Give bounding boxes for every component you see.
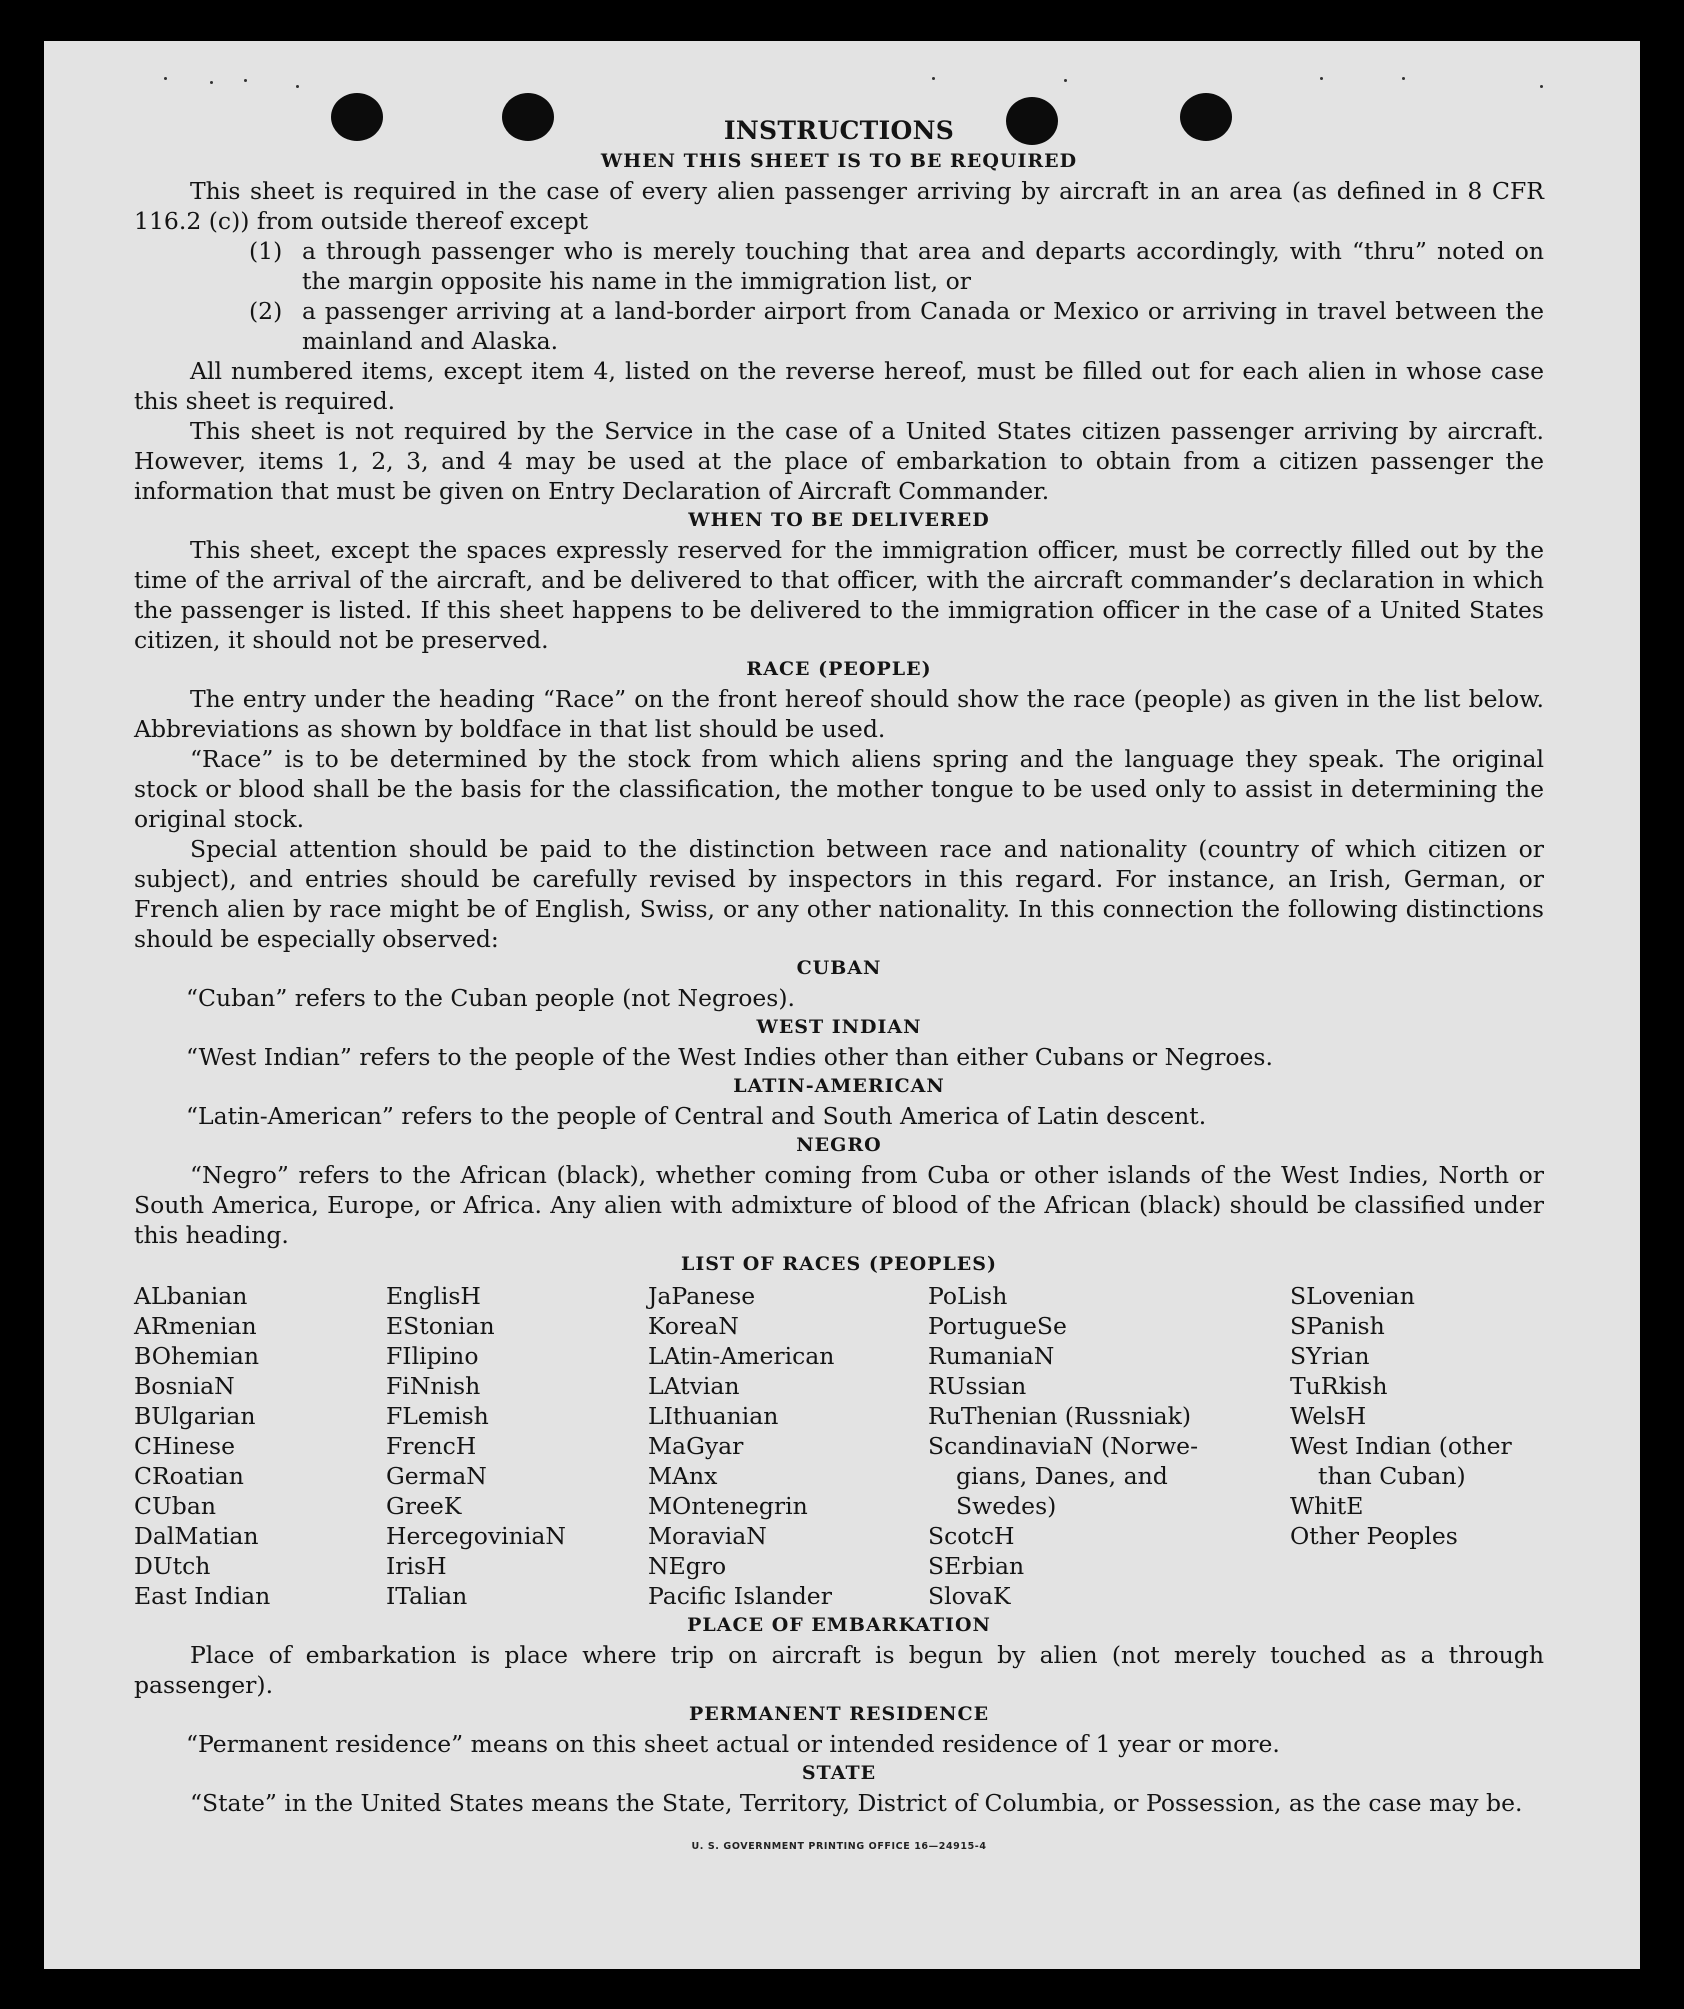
races-column	[1290, 1281, 1544, 1611]
heading-permanent-residence: PERMANENT RESIDENCE	[688, 1703, 990, 1725]
race-entry: BOhemian	[134, 1342, 259, 1370]
race-entry: MAnx	[648, 1462, 718, 1490]
race-entry: DUtch	[134, 1552, 211, 1580]
paragraph: This sheet is required in the case of every alien passenger arriving by aircraft in an area (as defined in 8 CFR 116.2 (c)) from outside thereof except	[134, 177, 1544, 235]
race-entry: KoreaN	[648, 1312, 739, 1340]
instructions-content	[134, 115, 1544, 1862]
race-entry: BosniaN	[134, 1372, 235, 1400]
race-entry: NEgro	[648, 1552, 727, 1580]
race-entry: ScandinaviaN (Norwe-	[928, 1432, 1199, 1460]
race-entry: RuThenian (Russniak)	[928, 1402, 1191, 1430]
races-list	[134, 1281, 1544, 1611]
race-entry: gians, Danes, and	[956, 1462, 1168, 1490]
heading-west-indian: WEST INDIAN	[756, 1016, 922, 1038]
race-entry: Other Peoples	[1290, 1522, 1458, 1550]
race-entry: than Cuban)	[1318, 1462, 1466, 1490]
race-entry: FLemish	[386, 1402, 489, 1430]
heading-negro: NEGRO	[796, 1134, 882, 1156]
race-entry: PortugueSe	[928, 1312, 1067, 1340]
race-entry: IrisH	[386, 1552, 447, 1580]
race-entry: SLovenian	[1290, 1282, 1415, 1310]
race-entry: DalMatian	[134, 1522, 259, 1550]
race-entry: SlovaK	[928, 1582, 1011, 1610]
heading-state: STATE	[801, 1762, 877, 1784]
race-entry: Swedes)	[956, 1492, 1057, 1520]
heading-when-required: WHEN THIS SHEET IS TO BE REQUIRED	[600, 150, 1078, 172]
item-number: (2)	[249, 297, 283, 325]
race-entry: LAtin-American	[648, 1342, 835, 1370]
heading-race: RACE (PEOPLE)	[746, 658, 932, 680]
race-entry: LIthuanian	[648, 1402, 779, 1430]
race-entry: MOntenegrin	[648, 1492, 808, 1520]
heading-cuban: CUBAN	[796, 957, 882, 979]
race-entry: CUban	[134, 1492, 216, 1520]
definition-text: Place of embarkation is place where trip on aircraft is begun by alien (not merely touched as a through passenger).	[134, 1641, 1544, 1699]
numbered-item	[134, 296, 1544, 356]
race-entry: GermaN	[386, 1462, 487, 1490]
race-entry: East Indian	[134, 1582, 271, 1610]
page-title: INSTRUCTIONS	[723, 116, 955, 145]
paragraph: Special attention should be paid to the distinction between race and nationality (country of which citizen or subject), and entries should be carefully revised by inspectors in this regard. For instance, an Irish, German, or French alien by race might be of English, Swiss, or any other nationality. In this connection the following distinctions should be especially observed:	[134, 835, 1544, 953]
definition-text: “Permanent residence” means on this sheet actual or intended residence of 1 year or more.	[186, 1730, 1280, 1758]
race-entry: GreeK	[386, 1492, 462, 1520]
race-entry: LAtvian	[648, 1372, 740, 1400]
paragraph: This sheet is not required by the Service in the case of a United States citizen passenger arriving by aircraft. However, items 1, 2, 3, and 4 may be used at the place of embarkation to obtain from a citizen passenger the information that must be given on Entry Declaration of Aircraft Commander.	[134, 417, 1544, 505]
item-text: a passenger arriving at a land-border airport from Canada or Mexico or arriving in travel between the mainland and Alaska.	[302, 297, 1544, 355]
race-entry: EStonian	[386, 1312, 495, 1340]
definition-text: “West Indian” refers to the people of the West Indies other than either Cubans or Negroes.	[186, 1043, 1273, 1071]
paragraph: This sheet, except the spaces expressly reserved for the immigration officer, must be correctly filled out by the time of the arrival of the aircraft, and be delivered to that officer, with the aircraft commander’s declaration in which the passenger is listed. If this sheet happens to be delivered to the immigration officer in the case of a United States citizen, it should not be preserved.	[134, 536, 1544, 654]
race-entry: CRoatian	[134, 1462, 244, 1490]
races-column	[928, 1281, 1290, 1611]
race-entry: ITalian	[386, 1582, 468, 1610]
race-entry: SErbian	[928, 1552, 1025, 1580]
race-entry: EnglisH	[386, 1282, 481, 1310]
race-entry: RumaniaN	[928, 1342, 1055, 1370]
definition-text: “Latin-American” refers to the people of Central and South America of Latin descent.	[186, 1102, 1207, 1130]
race-entry: WelsH	[1290, 1402, 1367, 1430]
races-column	[648, 1281, 928, 1611]
definition-text: “Negro” refers to the African (black), whether coming from Cuba or other islands of the West Indies, North or South America, Europe, or Africa. Any alien with admixture of blood of the African (black) should be classified under this heading.	[134, 1161, 1544, 1249]
document-sheet	[44, 41, 1640, 1969]
definition-text: “State” in the United States means the State, Territory, District of Columbia, or Possession, as the case may be.	[190, 1789, 1523, 1817]
race-entry: HercegoviniaN	[386, 1522, 566, 1550]
race-entry: BUlgarian	[134, 1402, 256, 1430]
race-entry: ALbanian	[134, 1282, 248, 1310]
race-entry: SPanish	[1290, 1312, 1385, 1340]
paragraph: The entry under the heading “Race” on the front hereof should show the race (people) as given in the list below. Abbreviations as shown by boldface in that list should be used.	[134, 685, 1544, 743]
race-entry: MaGyar	[648, 1432, 744, 1460]
heading-place-of-embarkation: PLACE OF EMBARKATION	[687, 1614, 991, 1636]
heading-latin-american: LATIN-AMERICAN	[733, 1075, 945, 1097]
races-column	[386, 1281, 648, 1611]
heading-when-delivered: WHEN TO BE DELIVERED	[688, 509, 990, 531]
paragraph: All numbered items, except item 4, listed on the reverse hereof, must be filled out for each alien in whose case this sheet is required.	[134, 357, 1544, 415]
race-entry: MoraviaN	[648, 1522, 767, 1550]
race-entry: RUssian	[928, 1372, 1027, 1400]
race-entry: CHinese	[134, 1432, 235, 1460]
race-entry: WhitE	[1290, 1492, 1364, 1520]
printing-office-footer: U. S. GOVERNMENT PRINTING OFFICE 16—24915-4	[691, 1841, 987, 1852]
race-entry: FrencH	[386, 1432, 477, 1460]
race-entry: ARmenian	[134, 1312, 257, 1340]
item-text: a through passenger who is merely touching that area and departs accordingly, with “thru” noted on the margin opposite his name in the immigration list, or	[302, 237, 1544, 295]
paragraph: “Race” is to be determined by the stock from which aliens spring and the language they speak. The original stock or blood shall be the basis for the classification, the mother tongue to be used only to assist in determining the original stock.	[134, 745, 1544, 833]
race-entry: FIlipino	[386, 1342, 479, 1370]
race-entry: FiNnish	[386, 1372, 481, 1400]
race-entry: ScotcH	[928, 1522, 1015, 1550]
heading-list-of-races: LIST OF RACES (PEOPLES)	[681, 1253, 997, 1275]
item-number: (1)	[249, 237, 283, 265]
race-entry: SYrian	[1290, 1342, 1370, 1370]
race-entry: TuRkish	[1290, 1372, 1388, 1400]
race-entry: JaPanese	[648, 1282, 756, 1310]
race-entry: West Indian (other	[1290, 1432, 1512, 1460]
definition-text: “Cuban” refers to the Cuban people (not Negroes).	[186, 984, 796, 1012]
races-column	[134, 1281, 386, 1611]
race-entry: Pacific Islander	[648, 1582, 832, 1610]
race-entry: PoLish	[928, 1282, 1008, 1310]
numbered-item	[134, 236, 1544, 296]
